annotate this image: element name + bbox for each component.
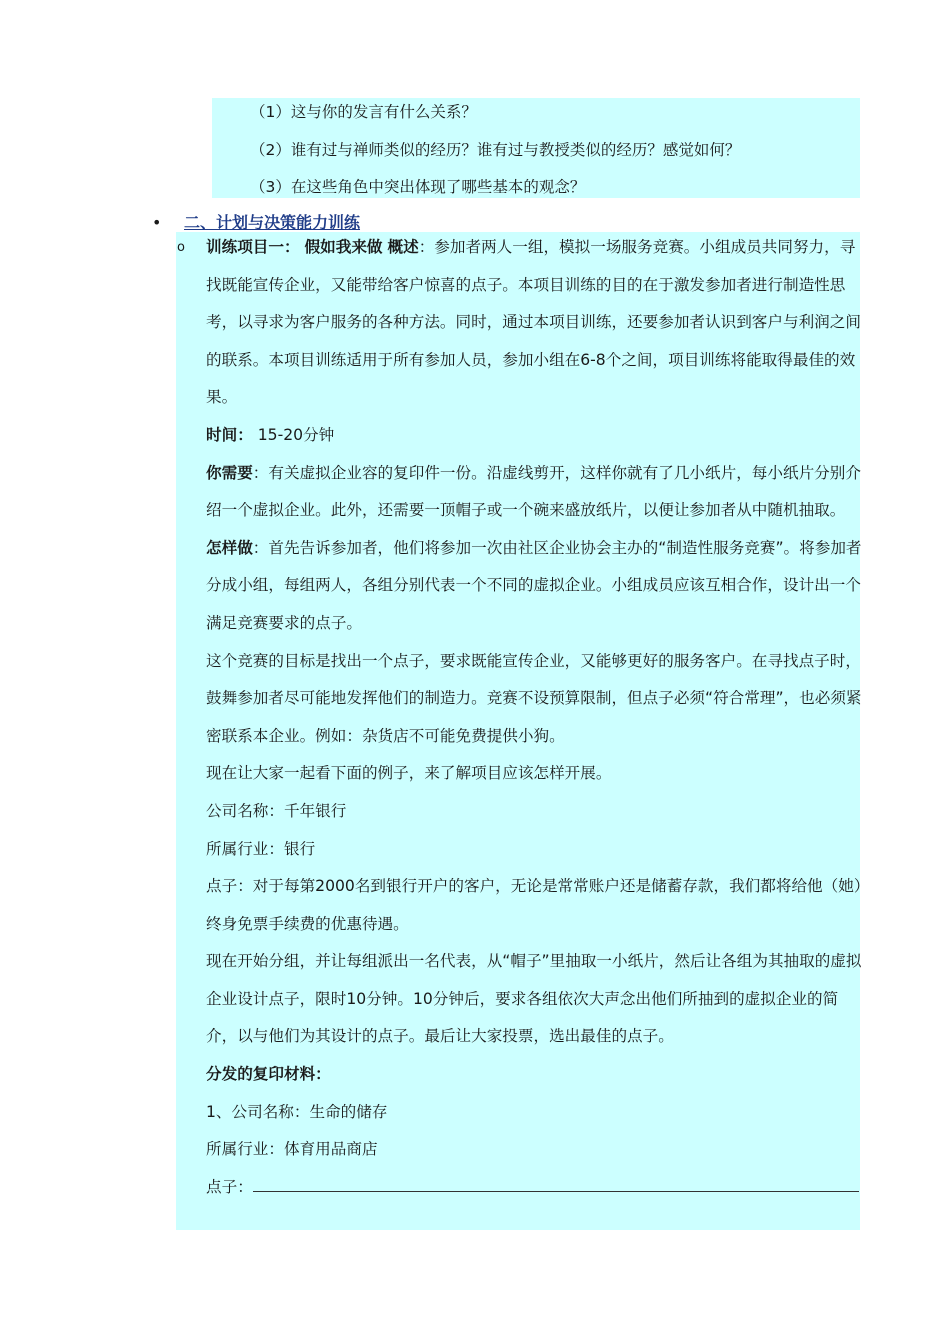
time-line — [206, 417, 862, 455]
question-3: （3）在这些角色中突出体现了哪些基本的观念？ — [250, 178, 586, 196]
handout-idea-label: 点子： — [206, 1177, 253, 1196]
section-heading-link[interactable]: 二、计划与决策能力训练 — [184, 213, 361, 232]
handout-heading — [206, 1056, 862, 1094]
blank-fill-line — [253, 1169, 859, 1192]
start-paragraph: 现在开始分组，并让每组派出一名代表，从“帽子”里抽取一小纸片，然后让各组为其抽取的虚拟企业设计点子，限时10分钟。10分钟后，要求各组依次大声念出他们所抽到的虚拟企业的简介，以与他们为其设计的点子。最后让大家投票，选出最佳的点子。 — [206, 952, 862, 1046]
sub-bullet-icon: o — [177, 240, 185, 255]
handout-idea-line — [206, 1169, 862, 1207]
question-2: （2）谁有过与禅师类似的经历？谁有过与教授类似的经历？感觉如何？ — [250, 141, 741, 159]
example-industry: 所属行业：银行 — [206, 839, 316, 858]
need-paragraph — [206, 455, 862, 530]
goal-paragraph: 这个竞赛的目标是找出一个点子，要求既能宣传企业，又能够更好的服务客户。在寻找点子时，鼓舞参加者尽可能地发挥他们的制造力。竞赛不设预算限制，但点子必须“符合常理”，也必须紧密联系本企业。例如：杂货店不可能免费提供小狗。 — [206, 651, 862, 745]
time-label: 时间： — [206, 425, 253, 444]
overview-label: 概述 — [387, 238, 419, 256]
how-label: 怎样做 — [206, 538, 253, 557]
need-label: 你需要 — [206, 463, 253, 482]
how-text: ：首先告诉参加者，他们将参加一次由社区企业协会主办的“制造性服务竞赛”。将参加者分成小组，每组两人，各组分别代表一个不同的虚拟企业。小组成员应该互相合作，设计出一个满足竞赛要求的点子。 — [206, 538, 862, 632]
overview-text: ：参加者两人一组，模拟一场服务竞赛。小组成员共同努力，寻找既能宣传企业，又能带给客户惊喜的点子。本项目训练的目的在于激发参加者进行制造性思考，以寻求为客户服务的各种方法。同时，通过本项目训练，还要参加者认识到客户与利润之间的联系。本项目训练适用于所有参加人员，参加小组在6-8个之间，项目训练将能取得最佳的效果。 — [206, 238, 861, 407]
project-title-name: 假如我来做 — [304, 238, 383, 256]
time-value: 15-20分钟 — [257, 425, 335, 444]
need-text: ：有关虚拟企业容的复印件一份。沿虚线剪开，这样你就有了几小纸片，每小纸片分别介绍一个虚拟企业。此外，还需要一顶帽子或一个碗来盛放纸片，以便让参加者从中随机抽取。 — [206, 463, 861, 520]
project-content — [206, 229, 862, 1206]
example-company: 公司名称：千年银行 — [206, 801, 347, 820]
bullet-dot-icon: • — [152, 213, 162, 232]
handout-company: 1、公司名称：生命的储存 — [206, 1102, 388, 1121]
how-paragraph — [206, 530, 862, 643]
example-intro: 现在让大家一起看下面的例子，来了解项目应该怎样开展。 — [206, 764, 612, 783]
handout-industry: 所属行业：体育用品商店 — [206, 1140, 378, 1159]
project-title-label: 训练项目一： — [206, 238, 300, 256]
project-overview — [206, 229, 862, 417]
example-idea: 点子：对于每第2000名到银行开户的客户，无论是常常账户还是储蓄存款，我们都将给他（她）终身免票手续费的优惠待遇。 — [206, 877, 862, 933]
question-1: （1）这与你的发言有什么关系？ — [250, 103, 477, 121]
handout-label: 分发的复印材料： — [206, 1065, 331, 1084]
